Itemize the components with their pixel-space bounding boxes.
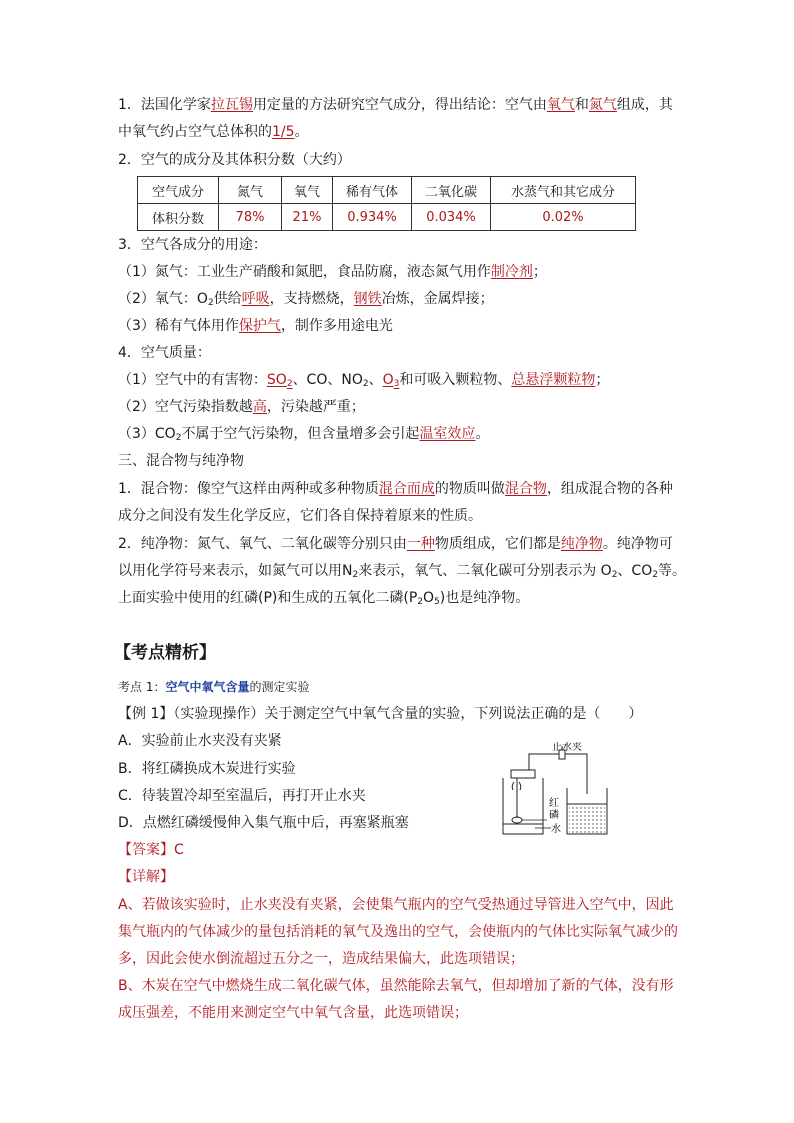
lavoisier-term: 拉瓦锡 — [210, 97, 253, 113]
p1-line1: 1．法国化学家拉瓦锡用定量的方法研究空气成分，得出结论：空气由氧气和氮气组成，其 — [118, 97, 673, 113]
clamp-label: 止水夹 — [552, 742, 582, 753]
option-a: A．实验前止水夹没有夹紧 — [118, 733, 282, 749]
option-b: B．将红磷换成木炭进行实验 — [118, 761, 296, 777]
pure-line2: 以用化学符号来表示，如氮气可以用$N_2$来表示，氧气、二氧化碳可分别表示为 $O_2$、$CO_2$等。 — [118, 563, 686, 580]
pure-line3: 上面实验中使用的红磷(P)和生成的五氧化二磷$(P_2O_5)$也是纯净物。 — [118, 590, 530, 607]
answer-label: 【答案】C — [118, 842, 184, 858]
table-header-row: 空气成分 氮气 氧气 稀有气体 二氧化碳 水蒸气和其它成分 — [138, 177, 636, 204]
detail-line: A、若做该实验时，止水夹没有夹紧，会使集气瓶内的空气受热通过导管进入空气中，因此 — [118, 897, 674, 913]
p1-line2: 中氧气约占空气总体积的1/5。 — [118, 124, 309, 140]
detail-line: 多，因此会使水倒流超过五分之一，造成结果偏大，此选项错误； — [118, 951, 524, 967]
mix-line2: 成分之间没有发生化学反应，它们各自保持着原来的性质。 — [118, 508, 482, 524]
delivery-tube — [529, 754, 587, 794]
p3-rare: （3）稀有气体用作保护气，制作多用途电光 — [118, 318, 393, 334]
phosphorus-label-2: 磷 — [549, 810, 559, 821]
detail-label: 【详解】 — [118, 869, 174, 885]
water-label: 水 — [551, 824, 561, 835]
option-d: D．点燃红磷缓慢伸入集气瓶中后，再塞紧瓶塞 — [118, 815, 409, 831]
p3-nitrogen: （1）氮气：工业生产硝酸和氮肥，食品防腐，液态氮气用作制冷剂； — [118, 264, 547, 280]
p4-harmful: （1）空气中的有害物：$SO_2$、CO、$NO_2$、$O_3$和可吸入颗粒物、总悬浮颗粒物； — [118, 372, 610, 389]
gas-collecting-jar — [503, 778, 543, 834]
p3-oxygen: （2）氧气：$O_2$供给呼吸，支持燃烧，钢铁冶炼，金属焊接； — [118, 291, 494, 308]
p4-title: 4．空气质量： — [118, 345, 211, 361]
detail-line: 成压强差，不能用来测定空气中氧气含量，此选项错误； — [118, 1005, 468, 1021]
p2-title: 2．空气的成分及其体积分数（大约） — [118, 152, 351, 168]
air-composition-table — [137, 176, 636, 231]
phosphorus-label-1: 红 — [549, 798, 559, 809]
detail-line: B、木炭在空气中燃烧生成二氧化碳气体，虽然能除去氧气，但却增加了新的气体，没有形 — [118, 978, 674, 994]
detail-line: 集气瓶内的气体减少的量包括消耗的氧气及逸出的空气，会使瓶内的气体比实际氧气减少的 — [118, 924, 678, 940]
kaodian-label: 考点 1：空气中氧气含量的测定实验 — [118, 680, 310, 694]
mix-line1: 1．混合物：像空气这样由两种或多种物质混合而成的物质叫做混合物，组成混合物的各种 — [118, 481, 673, 497]
oxygen-measurement-apparatus — [495, 742, 615, 840]
p4-index: （2）空气污染指数越高，污染越严重； — [118, 399, 365, 415]
option-c: C．待装置冷却至室温后，再打开止水夹 — [118, 788, 366, 804]
section3-title: 三、混合物与纯净物 — [118, 453, 244, 469]
section-heading: 【考点精析】 — [114, 643, 216, 663]
stopper — [511, 770, 535, 778]
p4-co2: $(3)CO_2$不属于空气污染物，但含量增多会引起温室效应。 — [118, 426, 490, 443]
p3-title: 3．空气各成分的用途： — [118, 237, 267, 253]
table-row: 体积分数 78% 21% 0.934% 0.034% 0.02% — [138, 204, 636, 231]
example-stem: 【例 1】（实验现操作）关于测定空气中氧气含量的实验，下列说法正确的是（ ） — [118, 706, 643, 722]
pure-line1: 2．纯净物：氮气、氧气、二氧化碳等分别只由一种物质组成，它们都是纯净物。纯净物可 — [118, 536, 673, 552]
